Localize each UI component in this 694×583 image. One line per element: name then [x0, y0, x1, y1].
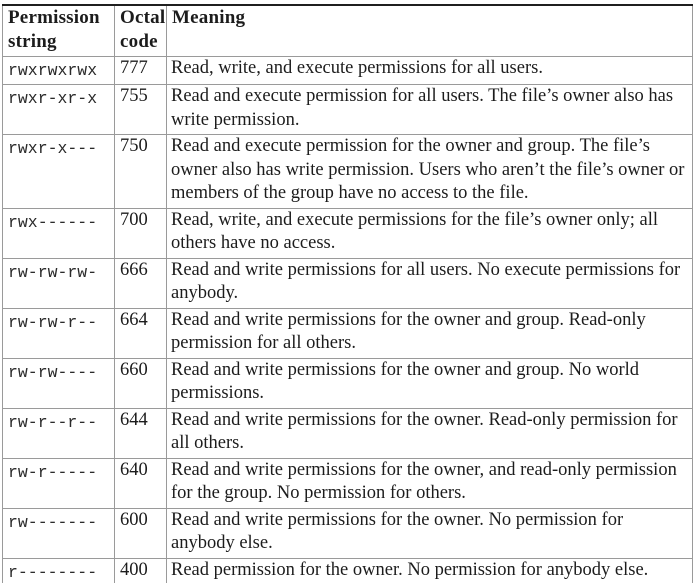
meaning-cell: Read, write, and execute permissions for the file’s owner only; all others have no access.	[167, 208, 693, 258]
meaning-cell: Read and write permissions for the owner and group. Read-only permission for all others.	[167, 308, 693, 358]
octal-code-cell: 777	[115, 57, 167, 85]
permission-string-cell: rwxr-xr-x	[3, 85, 115, 135]
octal-code-cell: 640	[115, 458, 167, 508]
table-row	[3, 135, 693, 209]
table-row	[3, 308, 693, 358]
table-row	[3, 508, 693, 558]
permission-string-cell: rwx------	[3, 208, 115, 258]
octal-code-cell: 660	[115, 358, 167, 408]
octal-code-cell: 600	[115, 508, 167, 558]
meaning-cell: Read and write permissions for the owner, and read-only permission for the group. No permission for others.	[167, 458, 693, 508]
meaning-cell: Read and write permissions for all users. No execute permissions for anybody.	[167, 258, 693, 308]
table-row	[3, 358, 693, 408]
octal-code-cell: 666	[115, 258, 167, 308]
meaning-cell: Read and execute permission for the owner and group. The file’s owner also has write permission. Users who aren’t the file’s owner or members of the group have no access to the file.	[167, 135, 693, 209]
table-row	[3, 558, 693, 583]
octal-code-cell: 644	[115, 408, 167, 458]
col-header-permission-string: Permission string	[3, 5, 115, 57]
octal-code-cell: 400	[115, 558, 167, 583]
table-row	[3, 57, 693, 85]
permission-string-cell: rw-rw-r--	[3, 308, 115, 358]
octal-code-cell: 750	[115, 135, 167, 209]
table-row	[3, 258, 693, 308]
meaning-cell: Read and write permissions for the owner and group. No world permissions.	[167, 358, 693, 408]
octal-code-cell: 755	[115, 85, 167, 135]
table-row	[3, 208, 693, 258]
permission-string-cell: rwxrwxrwx	[3, 57, 115, 85]
permissions-table	[2, 4, 693, 583]
octal-code-cell: 700	[115, 208, 167, 258]
table-row	[3, 458, 693, 508]
permission-string-cell: rw-r-----	[3, 458, 115, 508]
meaning-cell: Read, write, and execute permissions for all users.	[167, 57, 693, 85]
meaning-cell: Read and write permissions for the owner. Read-only permission for all others.	[167, 408, 693, 458]
col-header-meaning: Meaning	[167, 5, 693, 57]
octal-code-cell: 664	[115, 308, 167, 358]
permission-string-cell: r--------	[3, 558, 115, 583]
permission-string-cell: rw-rw-rw-	[3, 258, 115, 308]
meaning-cell: Read permission for the owner. No permission for anybody else.	[167, 558, 693, 583]
permission-string-cell: rw-------	[3, 508, 115, 558]
col-header-octal-code: Octal code	[115, 5, 167, 57]
permission-string-cell: rwxr-x---	[3, 135, 115, 209]
table-row	[3, 408, 693, 458]
meaning-cell: Read and write permissions for the owner. No permission for anybody else.	[167, 508, 693, 558]
permission-string-cell: rw-r--r--	[3, 408, 115, 458]
header-row	[3, 5, 693, 57]
permission-string-cell: rw-rw----	[3, 358, 115, 408]
table-row	[3, 85, 693, 135]
meaning-cell: Read and execute permission for all users. The file’s owner also has write permission.	[167, 85, 693, 135]
